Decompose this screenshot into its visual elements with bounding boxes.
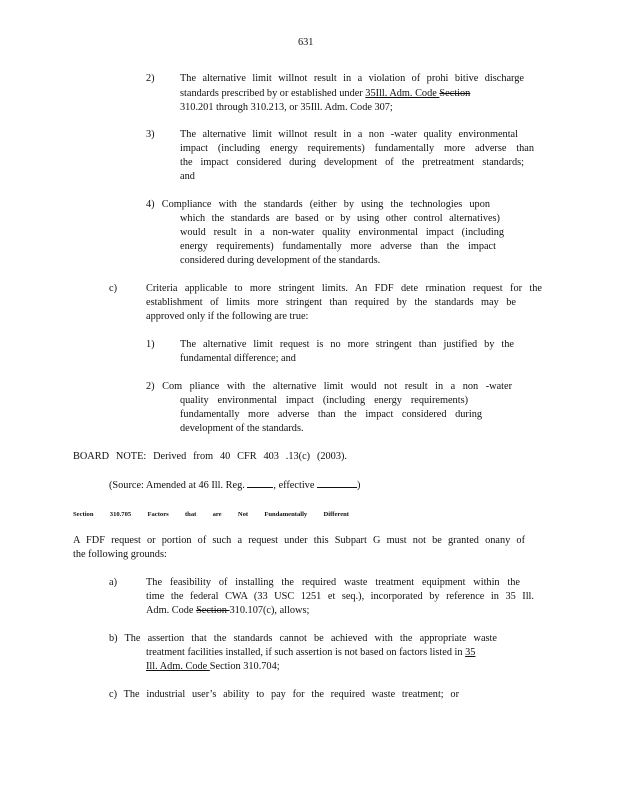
- item-c1-line-2: fundamental difference; and: [180, 353, 296, 364]
- item-2-line-2: [180, 87, 470, 101]
- item-3-line-4: and: [180, 171, 195, 182]
- source-middle: , effective: [273, 480, 315, 491]
- ground-b-citation-inserted: 35: [465, 647, 476, 658]
- item-c2-line-1: 2) Com pliance with the alternative limit would not result in a non -water: [146, 381, 512, 392]
- item-2-citation-deleted: Section: [439, 88, 471, 99]
- ground-a-number: a): [109, 577, 117, 588]
- item-c-line-3: approved only if the following are true:: [146, 311, 309, 322]
- source-suffix: ): [356, 480, 361, 491]
- item-2-text: standards prescribed by or established under: [180, 88, 366, 99]
- item-3-number: 3): [146, 129, 155, 140]
- item-4-line-4: energy requirements) fundamentally more adverse than the impact: [180, 241, 496, 252]
- board-note: BOARD NOTE: Derived from 40 CFR 403 .13(c) (2003).: [73, 451, 347, 462]
- item-2-line-1: The alternative limit willnot result in a violation of prohi bitive discharge: [180, 73, 524, 84]
- intro-line-2: the following grounds:: [73, 549, 167, 560]
- item-4-line-3: would result in a non-water quality environmental impact (including: [180, 227, 504, 238]
- ground-b-citation-inserted-2: Ill. Adm. Code: [146, 661, 210, 672]
- page-number: 631: [298, 37, 314, 48]
- item-2-number: 2): [146, 73, 155, 84]
- item-3-line-2: impact (including energy requirements) fundamentally more adverse than: [180, 143, 534, 154]
- item-c1-number: 1): [146, 339, 155, 350]
- item-c2-line-2: quality environmental impact (including energy requirements): [180, 395, 468, 406]
- item-c-line-2: establishment of limits more stringent than required by the standards may be: [146, 297, 516, 308]
- ground-a-line-1: The feasibility of installing the required waste treatment equipment within the: [146, 577, 520, 588]
- intro-line-1: A FDF request or portion of such a request under this Subpart G must not be granted onany of: [73, 535, 525, 546]
- item-3-line-3: the impact considered during development of the pretreatment standards;: [180, 157, 524, 168]
- item-3-line-1: The alternative limit willnot result in a non -water quality environmental: [180, 129, 518, 140]
- item-c-number: c): [109, 283, 117, 294]
- section-heading: Section 310.705 Factors that are Not Fundamentally Different: [73, 511, 349, 518]
- ground-b-text-end: Section 310.704;: [209, 661, 280, 672]
- ground-b-text: treatment facilities installed, if such assertion is not based on factors listed in: [146, 647, 466, 658]
- ground-a-citation-deleted: Section: [196, 605, 230, 616]
- item-4-line-2: which the standards are based or by using other control alternatives): [180, 213, 500, 224]
- source-prefix: (Source: Amended at 46 Ill. Reg.: [109, 480, 245, 491]
- ground-b-line-1: b) The assertion that the standards cannot be achieved with the appropriate waste: [109, 633, 497, 644]
- item-2-citation-inserted: 35Ill. Adm. Code: [365, 88, 440, 99]
- item-4-line-5: considered during development of the standards.: [180, 255, 381, 266]
- item-c2-line-4: development of the standards.: [180, 423, 304, 434]
- item-c-line-1: Criteria applicable to more stringent limits. An FDF dete rmination request for the: [146, 283, 542, 294]
- effective-date-blank: [317, 478, 357, 488]
- ground-a-line-3: [146, 604, 309, 618]
- item-c1-line-1: The alternative limit request is no more stringent than justified by the: [180, 339, 514, 350]
- ground-a-text-end: 310.107(c), allows;: [229, 605, 310, 616]
- ground-a-text: Adm. Code: [146, 605, 197, 616]
- item-2-line-3: 310.201 through 310.213, or 35Ill. Adm. Code 307;: [180, 102, 393, 113]
- ground-b-line-2: [146, 646, 475, 660]
- source-note: [109, 478, 360, 493]
- item-c2-line-3: fundamentally more adverse than the impact considered during: [180, 409, 482, 420]
- item-4-line-1: 4) Compliance with the standards (either by using the technologies upon: [146, 199, 490, 210]
- ground-b-line-3: [146, 660, 280, 674]
- ground-c-line-1: c) The industrial user’s ability to pay for the required waste treatment; or: [109, 689, 459, 700]
- reg-volume-blank: [247, 478, 273, 488]
- ground-a-line-2: time the federal CWA (33 USC 1251 et seq.), incorporated by reference in 35 Ill.: [146, 591, 534, 602]
